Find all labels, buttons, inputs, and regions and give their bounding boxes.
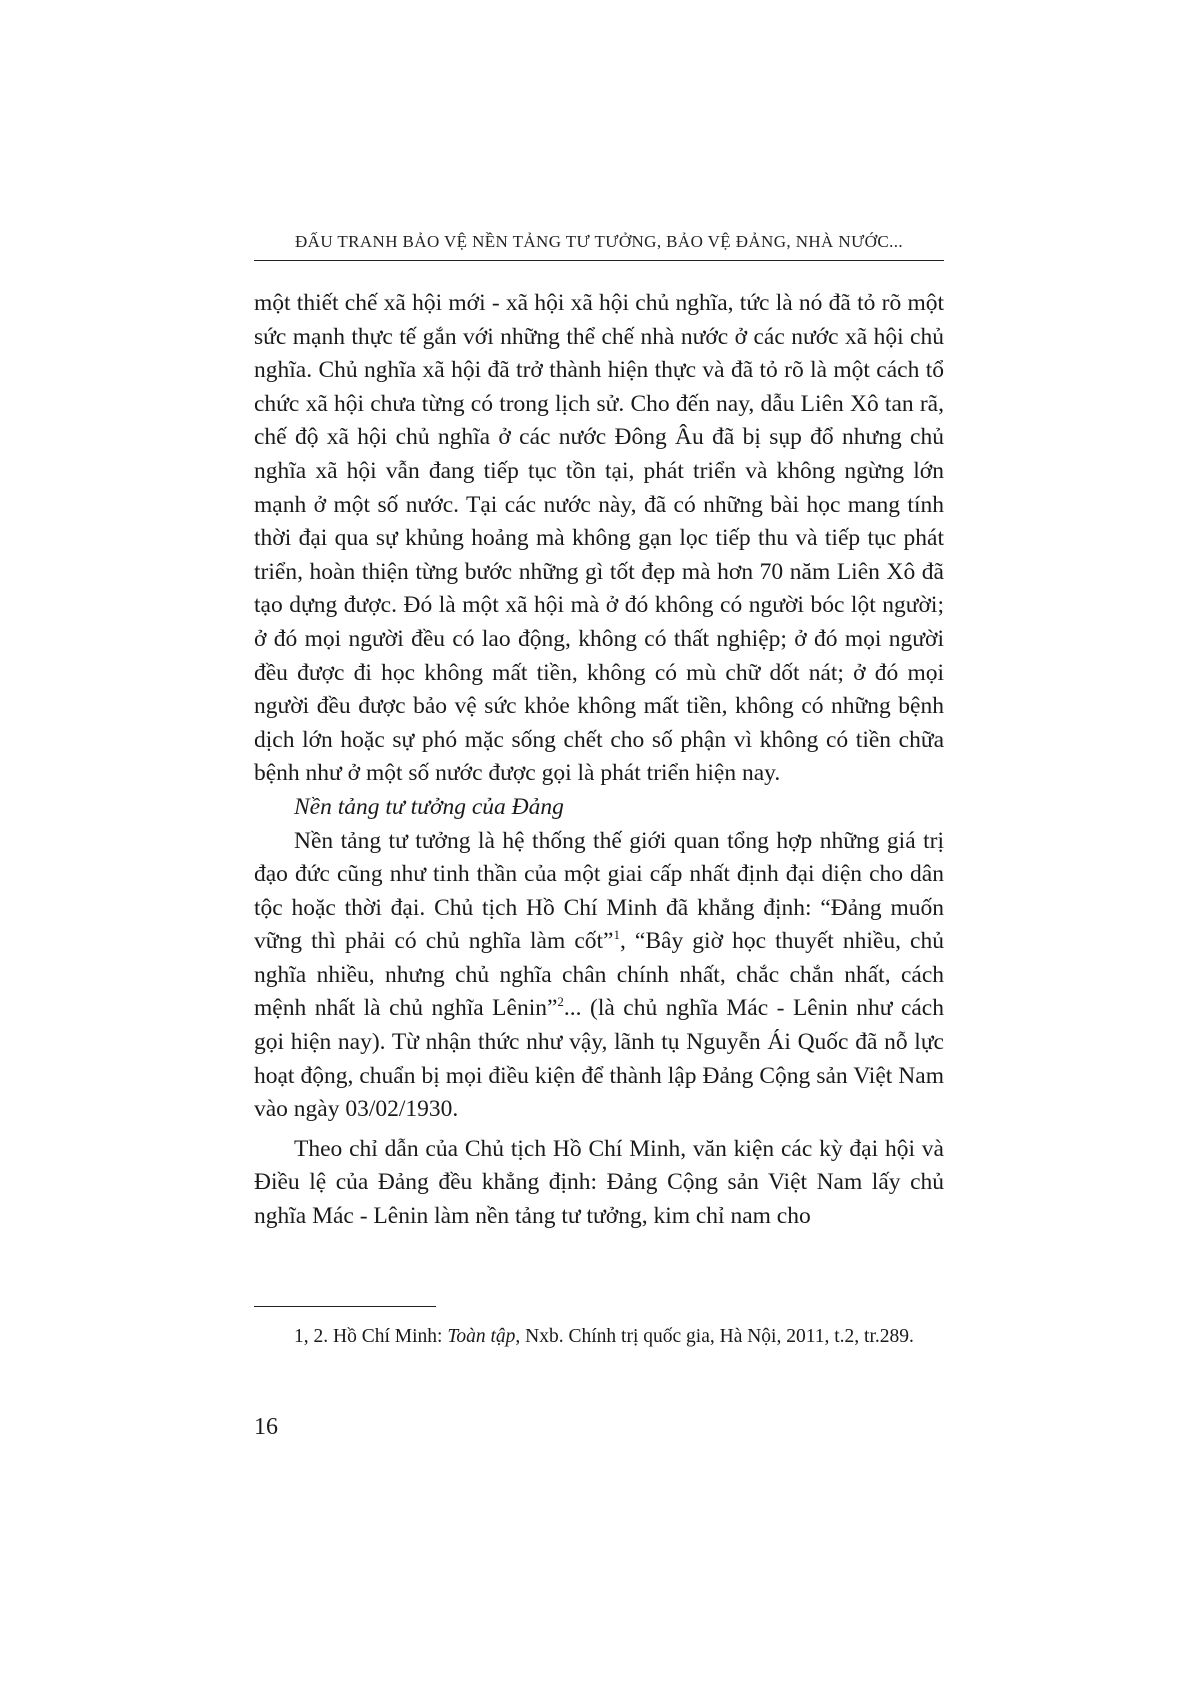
footnote-book-title: Toàn tập <box>447 1326 516 1347</box>
paragraph-2-part-a: Nền tảng tư tưởng là hệ thống thế giới quan tổng hợp những giá trị đạo đức cũng như tinh thần của một giai cấp nhất định đại diện cho dân tộc hoặc thời đại. Chủ tịch Hồ Chí Minh đã khẳng định: “Đảng muốn vững thì phải có chủ nghĩa làm cốt” <box>254 827 944 955</box>
paragraph-1: một thiết chế xã hội mới - xã hội xã hội chủ nghĩa, tức là nó đã tỏ rõ một sức mạnh thực tế gắn với những thể chế nhà nước ở các nước xã hội chủ nghĩa. Chủ nghĩa xã hội đã trở thành hiện thực và đã tỏ rõ là một cách tổ chức xã hội chưa từng có trong lịch sử. Cho đến nay, dẫu Liên Xô tan rã, chế độ xã hội chủ nghĩa ở các nước Đông Âu đã bị sụp đổ nhưng chủ nghĩa xã hội vẫn đang tiếp tục tồn tại, phát triển và không ngừng lớn mạnh ở một số nước. Tại các nước này, đã có những bài học mang tính thời đại qua sự khủng hoảng mà không gạn lọc tiếp thu và tiếp tục phát triển, hoàn thiện từng bước những gì tốt đẹp mà hơn 70 năm Liên Xô đã tạo dựng được. Đó là một xã hội mà ở đó không có người bóc lột người; ở đó mọi người đều có lao động, không có thất nghiệp; ở đó mọi người đều được đi học không mất tiền, không có mù chữ dốt nát; ở đó mọi người đều được bảo vệ sức khỏe không mất tiền, không có những bệnh dịch lớn hoặc sự phó mặc sống chết cho số phận vì không có tiền chữa bệnh như ở một số nước được gọi là phát triển hiện nay. <box>254 290 944 787</box>
page-number: 16 <box>254 1414 278 1440</box>
running-header-title: ĐẤU TRANH BẢO VỆ NỀN TẢNG TƯ TƯỞNG, BẢO VỆ ĐẢNG, NHÀ NƯỚC... <box>294 232 904 251</box>
footnote-ref-1: 1 <box>613 927 620 943</box>
footnote-ref-2: 2 <box>557 994 564 1010</box>
body-text <box>254 287 944 1234</box>
footnote-prefix: 1, 2. Hồ Chí Minh: <box>294 1326 448 1347</box>
footnote-suffix: , Nxb. Chính trị quốc gia, Hà Nội, 2011, t.2, tr.289. <box>515 1326 914 1347</box>
paragraph-2-part-c: ... (là chủ nghĩa Mác - Lênin như cách gọi hiện nay). Từ nhận thức như vậy, lãnh tụ Nguyễn Ái Quốc đã nỗ lực hoạt động, chuẩn bị mọi điều kiện để thành lập Đảng Cộng sản Việt Nam vào ngày 03/02/1930. <box>254 995 944 1123</box>
footnote <box>254 1322 944 1351</box>
section-subheading: Nền tảng tư tưởng của Đảng <box>294 793 564 820</box>
paragraph-2 <box>254 825 944 1127</box>
paragraph-2-part-b: , “Bây giờ học thuyết nhiều, chủ nghĩa nhiều, nhưng chủ nghĩa chân chính nhất, chắc chắn nhất, cách mệnh nhất là chủ nghĩa Lênin” <box>254 928 944 1022</box>
footnote-divider <box>254 1306 436 1307</box>
paragraph-3: Theo chỉ dẫn của Chủ tịch Hồ Chí Minh, văn kiện các kỳ đại hội và Điều lệ của Đảng đều khẳng định: Đảng Cộng sản Việt Nam lấy chủ nghĩa Mác - Lênin làm nền tảng tư tưởng, kim chỉ nam cho <box>254 1135 944 1230</box>
header-divider <box>254 260 944 261</box>
